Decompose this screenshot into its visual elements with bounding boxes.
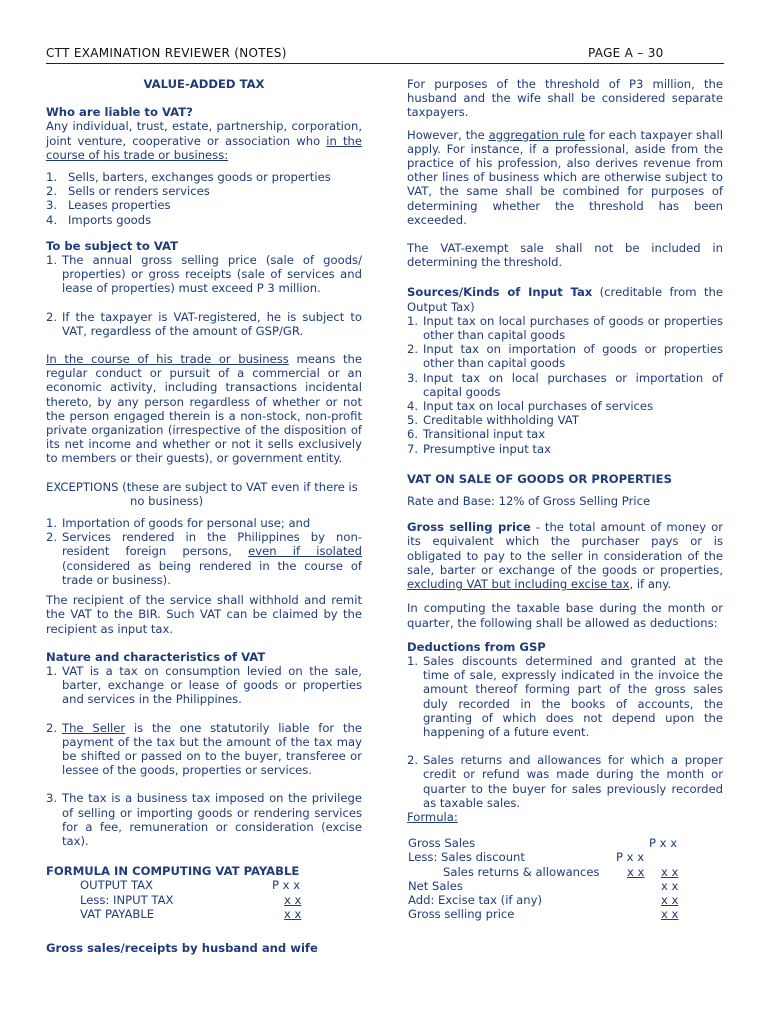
formula-row: VAT PAYABLE x x xyxy=(80,906,302,921)
deductions-list xyxy=(407,654,723,810)
recipient-paragraph: The recipient of the service shall withhold and remit the VAT to the BIR. Such VAT can be claimed by the recipient as input tax. xyxy=(46,593,362,636)
threshold-paragraph: For purposes of the threshold of P3 million, the husband and the wife shall be considered separate taxpayers. xyxy=(407,77,723,120)
exceptions-line: EXCEPTIONS (these are subject to VAT even if there is xyxy=(46,479,358,494)
header-rule xyxy=(46,63,724,64)
aggregation-paragraph: However, the aggregation rule for each taxpayer shall apply. For instance, if a professional, aside from the practice of his profession, also derives revenue from other lines of business which are otherwise subject to VAT, the same shall be combined for purposes of determining whether the threshold has been exceeded. xyxy=(407,127,723,227)
subject-heading: To be subject to VAT xyxy=(46,238,179,253)
formula-row: Net Sales x x xyxy=(408,878,679,893)
deductions-heading: Deductions from GSP xyxy=(407,639,546,654)
list-item: 2. The Seller is the one statutorily liable for the payment of the tax but the amount of the tax may be shifted or passed on to the buyer, transferee or lessee of the goods, properties or services. xyxy=(46,720,362,778)
formula-row: Gross selling price x x xyxy=(408,907,679,922)
exceptions-line: no business) xyxy=(130,493,204,508)
list-item: 5. Creditable withholding VAT xyxy=(407,413,579,428)
list-item: 3. Leases properties xyxy=(46,198,171,213)
exceptions-list xyxy=(46,516,362,587)
list-item: 2. Sales returns and allowances for which a proper credit or refund was made during the month or quarter to the buyer for sales previously recorded as taxable sales. xyxy=(407,753,723,810)
gsp-formula xyxy=(407,836,723,921)
right-column xyxy=(407,77,723,921)
list-item: 4. Imports goods xyxy=(46,212,152,227)
list-item: 1. Sells, barters, exchanges goods or properties xyxy=(46,170,331,185)
list-item: 6. Transitional input tax xyxy=(407,427,546,442)
sources-heading: Sources/Kinds of Input Tax (creditable from the Output Tax) xyxy=(407,285,723,314)
formula-row: Less: INPUT TAX x x xyxy=(80,892,302,907)
list-item: 3. The tax is a business tax imposed on the privilege of selling or importing goods or rendering services for a fee, remuneration or consideration (excise tax). xyxy=(46,791,362,848)
formula-row: Sales returns & allowances x x x x xyxy=(443,864,679,879)
list-item: 7. Presumptive input tax xyxy=(407,441,551,456)
nature-list xyxy=(46,664,362,848)
list-item: 2. Sells or renders services xyxy=(46,184,210,199)
formula-row: Less: Sales discount P x x xyxy=(408,850,645,865)
formula-heading: FORMULA IN COMPUTING VAT PAYABLE xyxy=(46,864,300,879)
formula-row: OUTPUT TAX P x x xyxy=(80,878,301,893)
header-title: CTT EXAMINATION REVIEWER (NOTES) xyxy=(46,46,287,60)
section-title: VALUE-ADDED TAX xyxy=(143,77,265,91)
vat-sale-heading: VAT ON SALE OF GOODS OR PROPERTIES xyxy=(407,471,672,486)
list-item: 1. Importation of goods for personal use; and xyxy=(46,516,311,531)
rate-text: Rate and Base: 12% of Gross Selling Price xyxy=(407,494,651,509)
nature-heading: Nature and characteristics of VAT xyxy=(46,649,266,664)
list-item: 4. Input tax on local purchases of services xyxy=(407,399,654,414)
sources-list xyxy=(407,314,723,456)
list-item: 1. The annual gross selling price (sale of goods/ properties) or gross receipts (sale of services and lease of properties) must exceed P 3 million. xyxy=(46,253,362,296)
computing-paragraph: In computing the taxable base during the month or quarter, the following shall be allowed as deductions: xyxy=(407,601,723,630)
gsp-paragraph: Gross selling price - the total amount of money or its equivalent which the purchaser pays or is obligated to pay to the seller in consideration of the sale, barter or exchange of the goods or properties, excluding VAT but including excise tax, if any. xyxy=(407,520,724,592)
course-paragraph: In the course of his trade or business means the regular conduct or pursuit of a commercial or an economic activity, including transactions incidental thereto, by any person regardless of whether or not the person engaged therein is a non-stock, non-profit private organization (irrespective of the disposition of its net income and whether or not it sells exclusively to members or their guests), or government entity. xyxy=(46,352,362,466)
list-item: 2. If the taxpayer is VAT-registered, he is subject to VAT, regardless of the amount of GSP/GR. xyxy=(46,309,362,338)
list-item: 3. Input tax on local purchases or importation of capital goods xyxy=(407,370,723,399)
list-item: 1. Input tax on local purchases of goods or properties other than capital goods xyxy=(407,313,723,343)
formula-row: Gross Sales P x x xyxy=(408,836,678,851)
activities-list xyxy=(46,170,362,227)
list-item: 1. Sales discounts determined and granted at the time of sale, expressly indicated in the invoice the amount thereof forming part of the gross sales duly recorded in the books of accounts, the granting of which does not depend upon the happening of a future event. xyxy=(407,653,723,739)
page-number: PAGE A – 30 xyxy=(588,46,664,60)
left-column xyxy=(46,77,362,955)
list-item: 2. Input tax on importation of goods or properties other than capital goods xyxy=(407,342,723,371)
subject-list xyxy=(46,253,362,338)
list-item: 1. VAT is a tax on consumption levied on the sale, barter, exchange or lease of goods or properties and services in the Philippines. xyxy=(46,663,362,707)
formula-row: Add: Excise tax (if any) x x xyxy=(408,892,679,907)
vat-formula xyxy=(46,878,362,921)
formula-label: Formula: xyxy=(407,809,458,824)
gross-heading: Gross sales/receipts by husband and wife xyxy=(46,940,318,955)
exempt-paragraph: The VAT-exempt sale shall not be included in determining the threshold. xyxy=(407,241,723,270)
who-paragraph: Any individual, trust, estate, partnership, corporation, joint venture, cooperative or association who in the course of his trade or business: xyxy=(46,119,362,162)
who-heading: Who are liable to VAT? xyxy=(46,105,193,120)
list-item: 2. Services rendered in the Philippines by non-resident foreign persons, even if isolated (considered as being rendered in the course of trade or business). xyxy=(46,530,363,587)
